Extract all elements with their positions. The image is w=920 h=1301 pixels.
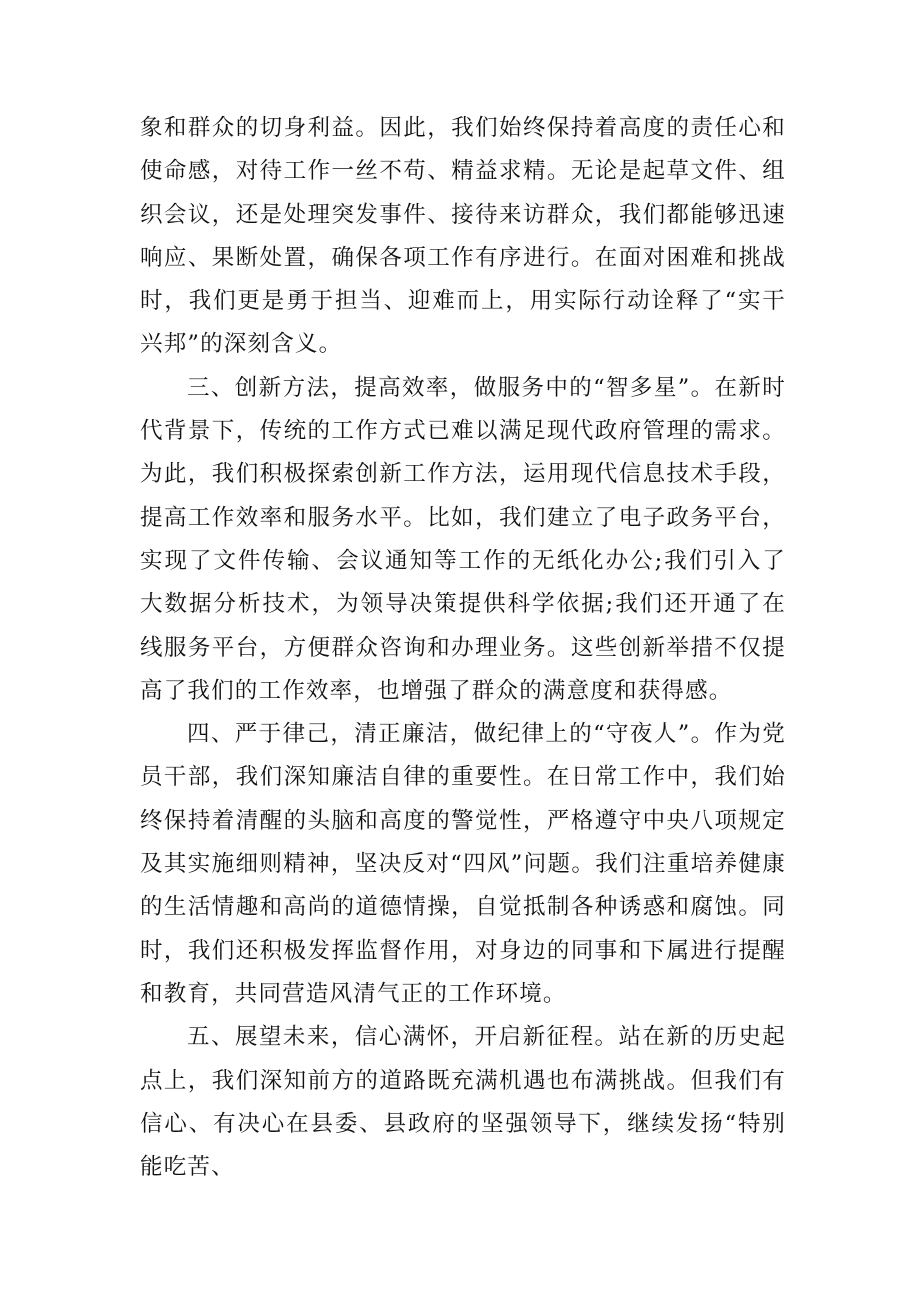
document-body bbox=[140, 107, 786, 1189]
paragraph-section-four: 四、严于律己，清正廉洁，做纪律上的“守夜人”。作为党员干部，我们深知廉洁自律的重要性。在日常工作中，我们始终保持着清醒的头脑和高度的警觉性，严格遵守中央八项规定及其实施细则精神，坚决反对“四风”问题。我们注重培养健康的生活情趣和高尚的道德情操，自觉抵制各种诱惑和腐蚀。同时，我们还积极发挥监督作用，对身边的同事和下属进行提醒和教育，共同营造风清气正的工作环境。 bbox=[140, 721, 786, 1007]
paragraph-section-five: 五、展望未来，信心满怀，开启新征程。站在新的历史起点上，我们深知前方的道路既充满机遇也布满挑战。但我们有信心、有决心在县委、县政府的坚强领导下，继续发扬“特别能吃苦、 bbox=[140, 1024, 786, 1181]
paragraph-section-three: 三、创新方法，提高效率，做服务中的“智多星”。在新时代背景下，传统的工作方式已难以满足现代政府管理的需求。为此，我们积极探索创新工作方法，运用现代信息技术手段，提高工作效率和服务水平。比如，我们建立了电子政务平台，实现了文件传输、会议通知等工作的无纸化办公;我们引入了大数据分析技术，为领导决策提供科学依据;我们还开通了在线服务平台，方便群众咨询和办理业务。这些创新举措不仅提高了我们的工作效率，也增强了群众的满意度和获得感。 bbox=[140, 374, 786, 704]
paragraph-continuation: 象和群众的切身利益。因此，我们始终保持着高度的责任心和使命感，对待工作一丝不苟、精益求精。无论是起草文件、组织会议，还是处理突发事件、接待来访群众，我们都能够迅速响应、果断处置，确保各项工作有序进行。在面对困难和挑战时，我们更是勇于担当、迎难而上，用实际行动诠释了“实干兴邦”的深刻含义。 bbox=[140, 115, 786, 358]
